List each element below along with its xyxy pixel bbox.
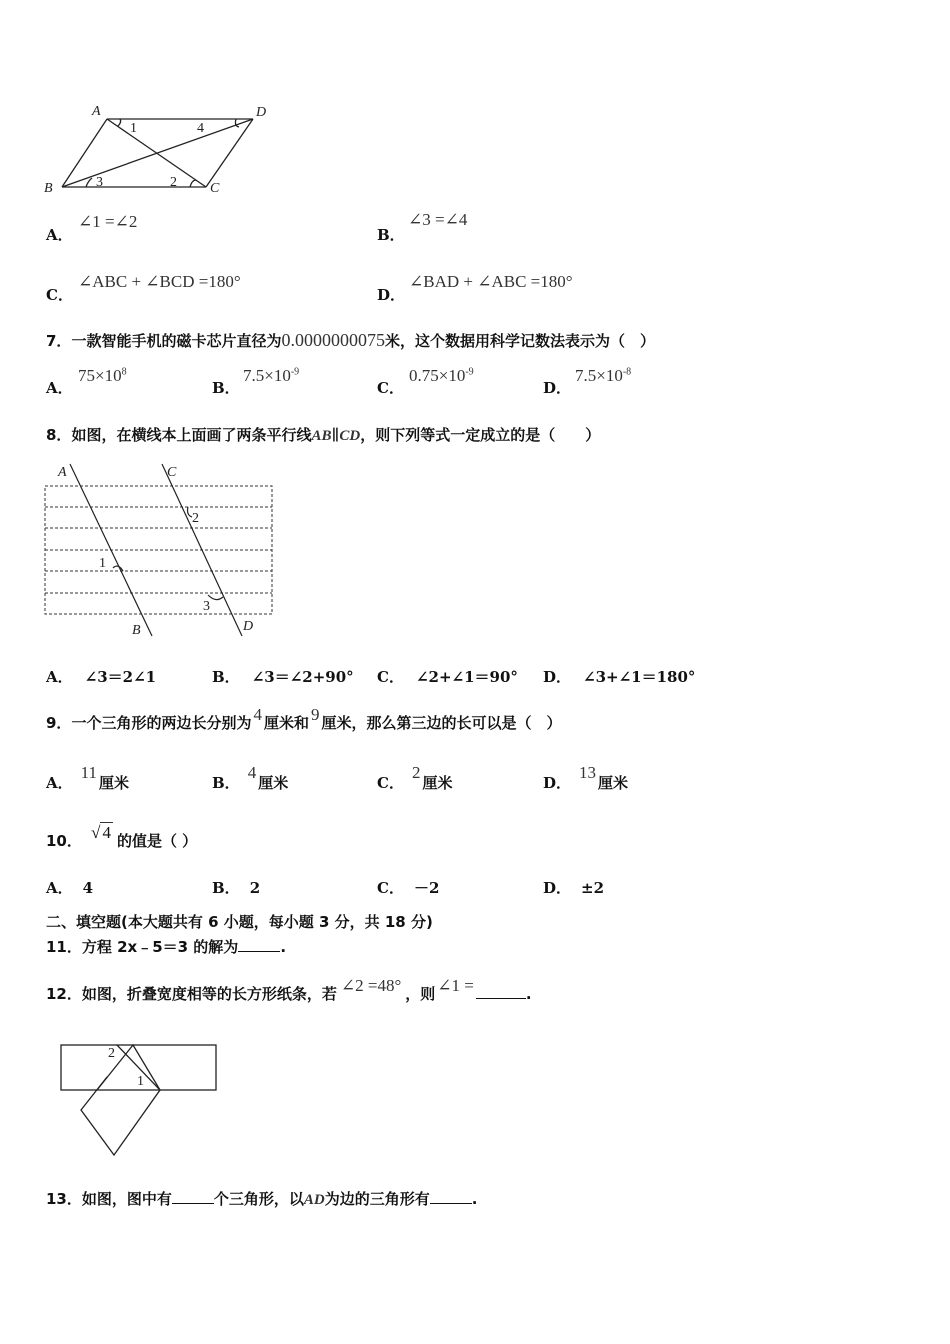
- q10-option-d[interactable]: D． ±2: [543, 879, 605, 897]
- q8-angle-3: 3: [203, 599, 210, 614]
- q10-stem: 10． √ 4 的值是（ ）: [46, 823, 198, 850]
- q12-expr-1: ∠2 =48°: [340, 976, 402, 995]
- q6-option-a[interactable]: A．: [46, 226, 73, 244]
- q9-option-d[interactable]: D．13厘米: [543, 763, 629, 792]
- q6-angle-2: 2: [170, 175, 177, 190]
- q8-label-D: D: [243, 619, 254, 634]
- q12-angle-2: 2: [108, 1046, 115, 1061]
- q6-angle-3: 3: [96, 175, 103, 190]
- q6-option-b-expr: ∠3 =∠4: [408, 210, 468, 229]
- section-title: 二、填空题(本大题共有 6 小题，每小题 3 分，共 18 分): [46, 913, 433, 931]
- q6-figure-parallelogram: [40, 100, 280, 200]
- q6-option-b[interactable]: B．: [377, 226, 405, 244]
- q9-option-b[interactable]: B．4厘米: [212, 763, 289, 792]
- q8-math: AB∥CD: [311, 428, 361, 444]
- q7-option-c[interactable]: C．: [377, 379, 404, 397]
- q13-blank-1[interactable]: [172, 1189, 214, 1204]
- q7-option-a[interactable]: A．: [46, 379, 73, 397]
- q9-stem: 9．一个三角形的两边长分别为 4 厘米和 9 厘米，那么第三边的长可以是（ ）: [46, 705, 562, 732]
- q6-option-d[interactable]: D．: [377, 286, 406, 304]
- q7-option-b-expr: $7.5\times 10^{-9}$: [243, 366, 300, 385]
- q8-option-c[interactable]: C． ∠2+∠1＝90°: [377, 668, 518, 686]
- q6-option-a-expr: ∠1 =∠2: [78, 212, 138, 231]
- q12-angle-1: 1: [137, 1074, 144, 1089]
- q12-stem: 12．如图，折叠宽度相等的长方形纸条，若 ∠2 =48° ，则 ∠1 = .: [46, 976, 532, 1003]
- q6-label-A: A: [92, 104, 101, 119]
- q7-option-a-expr: $75\times 10^8$: [78, 366, 127, 385]
- q10-option-a[interactable]: A． 4: [46, 879, 94, 897]
- q13-stem: 13．如图，图中有 个三角形，以AD为边的三角形有 .: [46, 1190, 478, 1208]
- q8-figure-lined-paper: [40, 460, 290, 640]
- q8-stem: 8．如图，在横线本上面画了两条平行线AB∥CD，则下列等式一定成立的是（ ）: [46, 426, 601, 444]
- q7-option-d-expr: $7.5\times 10^{-8}$: [575, 366, 632, 385]
- q6-angle-4: 4: [197, 121, 204, 136]
- q6-option-d-expr: ∠BAD + ∠ABC =180°: [409, 272, 573, 291]
- q10-sqrt: √ 4: [91, 823, 111, 842]
- q8-option-d[interactable]: D． ∠3+∠1＝180°: [543, 668, 696, 686]
- q8-label-A: A: [58, 465, 67, 480]
- q8-angle-1: 1: [99, 556, 106, 571]
- q8-angle-2: 2: [192, 511, 199, 526]
- q7-option-c-expr: $0.75\times 10^{-9}$: [409, 366, 474, 385]
- q6-label-C: C: [210, 181, 220, 196]
- q8-option-b[interactable]: B． ∠3＝∠2+90°: [212, 668, 354, 686]
- q12-expr-2: ∠1 =: [437, 976, 474, 995]
- q6-label-B: B: [44, 181, 53, 196]
- q7-stem: 7．一款智能手机的磁卡芯片直径为0.0000000075米，这个数据用科学记数法表示为（ ）: [46, 330, 655, 350]
- q8-label-B: B: [132, 623, 141, 638]
- q7-option-d[interactable]: D．: [543, 379, 572, 397]
- q6-option-c-expr: ∠ABC + ∠BCD =180°: [78, 272, 241, 291]
- q7-option-b[interactable]: B．: [212, 379, 240, 397]
- q10-option-b[interactable]: B． 2: [212, 879, 261, 897]
- q12-figure-folded-strip: [55, 1035, 230, 1165]
- q9-option-a[interactable]: A．11厘米: [46, 763, 130, 792]
- q6-label-D: D: [256, 105, 267, 120]
- q6-angle-1: 1: [130, 121, 137, 136]
- q11-answer-blank[interactable]: [238, 937, 280, 952]
- q9-option-c[interactable]: C．2厘米: [377, 763, 453, 792]
- q8-label-C: C: [167, 465, 177, 480]
- q11-stem: 11．方程 2x﹣5＝3 的解为 .: [46, 938, 287, 956]
- q9-side-1: 4: [253, 705, 262, 724]
- q13-blank-2[interactable]: [430, 1189, 472, 1204]
- q7-value: 0.0000000075: [281, 330, 385, 350]
- q12-answer-blank[interactable]: [476, 984, 526, 999]
- q10-option-c[interactable]: C． －2: [377, 879, 440, 897]
- q6-option-c[interactable]: C．: [46, 286, 73, 304]
- q9-side-2: 9: [310, 705, 320, 724]
- q8-option-a[interactable]: A． ∠3＝2∠1: [46, 668, 157, 686]
